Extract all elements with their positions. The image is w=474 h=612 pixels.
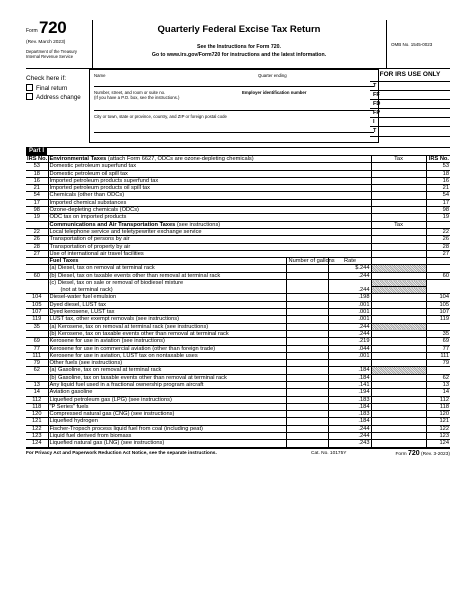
tax-field[interactable] [371,228,426,235]
line-description: Any liquid fuel used in a fractional ownership program aircraft [48,381,287,388]
irs-number: 118 [26,403,48,410]
tax-line-104 [26,294,450,301]
irs-number: 22 [26,228,48,235]
rate-value: .183 [329,411,371,418]
fuel-section [26,258,450,294]
line-description: Aviation gasoline [48,389,287,396]
omb-block [386,20,451,68]
irs-number: 124 [26,440,48,447]
tax-field[interactable] [371,396,426,403]
irs-number: 62 [26,367,48,374]
tax-field[interactable] [371,425,426,432]
irs-number: 104 [26,294,48,301]
street-label: Number, street, and room or suite no. (If you have a P.O. box, see the instructions.) [94,90,180,100]
rate-value: .244 [329,272,371,279]
privacy-notice: For Privacy Act and Paperwork Reduction Act Notice, see the separate instructions. [26,450,217,456]
irs-no-header: IRS No. [27,156,48,162]
irs-number: 21 [26,185,48,192]
rate-value: .184 [329,374,371,381]
irs-number-right: 26 [426,236,450,243]
tax-field[interactable] [371,207,426,214]
irs-row: I [370,117,450,127]
name-field[interactable] [94,86,374,87]
rate-value: .243 [329,440,371,447]
line-description: Liquefied natural gas (LNG) (see instructions) [48,440,287,447]
tax-field[interactable] [371,243,426,250]
irs-number: 122 [26,425,48,432]
tax-line-69 [26,338,450,345]
line-description: Domestic petroleum superfund tax [48,163,371,170]
line-description: Dyed diesel, LUST tax [48,301,287,308]
environmental-heading: Environmental Taxes (attach Form 6627, ODCs are ozone-depleting chemicals) [48,156,371,163]
gallons-field[interactable] [287,323,329,330]
irs-number: 18 [26,170,48,177]
irs-no-header: IRS No. [426,156,450,163]
irs-number: 123 [26,433,48,440]
gallons-field[interactable] [287,381,329,388]
rate-value: .001 [329,309,371,316]
irs-number-right: 17 [426,199,450,206]
gallons-field[interactable] [287,425,329,432]
environmental-header-row [26,156,450,163]
line-description: Domestic petroleum oil spill tax [48,170,371,177]
irs-row: FF [370,90,450,100]
tax-field[interactable] [371,199,426,206]
gallons-field[interactable] [287,403,329,410]
tax-line-13 [26,381,450,388]
irs-number: 17 [26,199,48,206]
tax-line-21 [26,185,450,192]
irs-number-right: 19 [426,214,450,221]
irs-number-right: 121 [426,418,450,425]
gallons-field[interactable] [287,301,329,308]
form-footer [26,448,450,458]
tax-field[interactable] [371,389,426,396]
fuel-line-60b [26,272,450,279]
tax-line-17 [26,199,450,206]
line-description: "P Series" fuels [48,403,287,410]
irs-number: 53 [26,163,48,170]
irs-number-right: 22 [426,228,450,235]
rate-value: .184 [329,418,371,425]
form-number: 720 [39,18,67,37]
tax-field[interactable] [371,374,426,381]
gallons-field[interactable] [287,272,329,279]
fuel-header-row [26,258,450,265]
final-return-checkbox[interactable] [26,84,33,91]
city-field[interactable] [94,132,374,133]
line-description: (not at terminal rack) [48,287,287,294]
irs-number-right: 123 [426,433,450,440]
address-change-checkbox[interactable] [26,93,33,100]
line-description: (a) Gasoline, tax on removal at terminal rack [48,367,287,374]
form-header [26,20,450,69]
line-description: Imported petroleum products superfund tax [48,177,371,184]
form-720-page [26,20,450,458]
line-description: (b) Diesel, tax on taxable events other than removal at terminal rack [48,272,287,279]
tax-line-77 [26,345,450,352]
irs-number-right: 122 [426,425,450,432]
tax-field[interactable] [371,272,426,279]
agency [26,49,92,59]
irs-number-right: 28 [426,243,450,250]
tax-line-105 [26,301,450,308]
irs-number-right: 111 [426,352,450,359]
tax-line-54 [26,192,450,199]
tax-field[interactable] [371,170,426,177]
irs-row: FD [370,99,450,109]
gallons-field[interactable] [287,294,329,301]
irs-use-title: FOR IRS USE ONLY [379,71,441,78]
irs-number-right: 21 [426,185,450,192]
quarter-ending-label: Quarter ending [258,73,287,78]
irs-number: 26 [26,236,48,243]
tax-field[interactable] [371,403,426,410]
line-description: Local telephone service and teletypewriter exchange service [48,228,371,235]
tax-line-107 [26,309,450,316]
tax-field[interactable] [371,236,426,243]
rate-value: .044 [329,345,371,352]
instructions-line-2: Go to www.irs.gov/Form720 for instructions and the latest information. [151,52,327,58]
address-field[interactable] [94,110,374,111]
tax-line-19 [26,214,450,221]
fuel-line-60c [26,280,450,287]
tax-field[interactable] [371,433,426,440]
line-description: Dyed kerosene, LUST tax [48,309,287,316]
gallons-field[interactable] [287,287,329,294]
rate-value [329,360,371,367]
line-description: Transportation of persons by air [48,236,371,243]
tax-line-14 [26,389,450,396]
irs-number: 14 [26,389,48,396]
omb-number: OMB No. 1545-0023 [391,42,433,47]
gallons-field[interactable] [287,309,329,316]
line-description: Diesel-water fuel emulsion [48,294,287,301]
rate-value: .001 [329,352,371,359]
rate-value: .244 [329,425,371,432]
tax-line-26 [26,236,450,243]
rate-value: $.244 [329,265,371,272]
tax-field[interactable] [371,177,426,184]
tax-line-111 [26,352,450,359]
gallons-field[interactable] [287,367,329,374]
irs-number-right: 53 [426,163,450,170]
irs-number-right: 104 [426,294,450,301]
line-description: Kerosene for use in commercial aviation (other than foreign trade) [48,345,287,352]
identification-box [89,69,379,143]
line-description: Chemicals (other than ODCs) [48,192,371,199]
tax-line-123 [26,433,450,440]
line-description: Kerosene for use in aviation, LUST tax on nontaxable uses [48,352,287,359]
irs-number: 119 [26,316,48,323]
tax-line-112 [26,396,450,403]
rate-value: .194 [329,389,371,396]
line-description: Fischer-Tropsch process liquid fuel from coal (including peat) [48,425,287,432]
tax-field[interactable] [371,301,426,308]
tax-line-119 [26,316,450,323]
form-revision: (Rev. March 2023) [26,40,66,45]
gallons-field[interactable] [287,345,329,352]
irs-row: FP [370,108,450,118]
tax-line-18 [26,170,450,177]
irs-number-right: 98 [426,207,450,214]
address-change-label: Address change [36,94,81,101]
irs-number: 60 [26,272,48,279]
final-return-label: Final return [36,85,68,92]
tax-line-122 [26,425,450,432]
check-here-label: Check here if: [26,75,67,82]
communications-header-row [26,221,450,228]
tax-field[interactable] [371,345,426,352]
rate-value: .184 [329,403,371,410]
line-description: Liquid fuel derived from biomass [48,433,287,440]
irs-number: 28 [26,243,48,250]
irs-number: 121 [26,418,48,425]
irs-number: 19 [26,214,48,221]
irs-number-right: 16 [426,177,450,184]
line-description: Imported chemical substances [48,199,371,206]
fuel-62-section [26,367,450,382]
instructions-line-1: See the Instructions for Form 720. [197,44,281,50]
final-return-option[interactable] [26,84,67,92]
tax-header: Tax [371,221,426,228]
form-id-block [26,20,93,68]
irs-number: 35 [26,323,48,330]
tax-line-124 [26,440,450,447]
line-description: (c) Diesel, tax on sale or removal of biodiesel mixture [48,280,287,287]
rate-value: .244 [329,330,371,337]
irs-number: 79 [26,360,48,367]
tax-field[interactable] [371,294,426,301]
communications-section [26,221,450,257]
line-description: Compressed natural gas (CNG) (see instructions) [48,411,287,418]
irs-number-right: 60 [426,272,450,279]
irs-number-right: 14 [426,389,450,396]
tax-line-120 [26,411,450,418]
fuel-line-60c-cont [26,287,450,294]
gallons-field[interactable] [287,418,329,425]
irs-number: 112 [26,396,48,403]
irs-number: 54 [26,192,48,199]
tax-line-22 [26,228,450,235]
fuel-line-62b [26,374,450,381]
irs-number: 69 [26,338,48,345]
gallons-field[interactable] [287,360,329,367]
gallons-field[interactable] [287,411,329,418]
line-description: ODC tax on imported products [48,214,371,221]
line-description: Kerosene for use in aviation (see instructions) [48,338,287,345]
rate-value: .244 [329,433,371,440]
tax-line-28 [26,243,450,250]
irs-number: 105 [26,301,48,308]
rate-value: .001 [329,301,371,308]
tax-header: Tax [371,156,426,163]
title-block [92,20,386,68]
tax-field[interactable] [371,316,426,323]
tax-field[interactable] [371,309,426,316]
irs-number-right: 105 [426,301,450,308]
environmental-section [26,156,450,221]
fuel-rows-a [26,294,450,323]
tax-field[interactable] [371,338,426,345]
rate-value: .244 [329,287,371,294]
tax-field[interactable] [371,330,426,337]
line-description: (a) Diesel, tax on removal at terminal rack [48,265,287,272]
tax-line-53 [26,163,450,170]
gallons-field[interactable] [287,389,329,396]
irs-number: 98 [26,207,48,214]
gallons-field[interactable] [287,352,329,359]
address-change-option[interactable] [26,93,81,101]
irs-number-right: 62 [426,374,450,381]
irs-row: T [370,126,450,137]
tax-line-16 [26,177,450,184]
fuel-line-60a [26,265,450,272]
tax-line-98 [26,207,450,214]
irs-number-right: 69 [426,338,450,345]
irs-number-right: 77 [426,345,450,352]
bureau: Internal Revenue Service [26,54,74,59]
irs-row: T [370,81,450,91]
line-description: Transportation of property by air [48,243,371,250]
irs-number-right: 54 [426,192,450,199]
irs-number-right: 120 [426,411,450,418]
gallons-field[interactable] [287,396,329,403]
line-description: (b) Kerosene, tax on taxable events other than removal at terminal rack [48,330,287,337]
irs-number-right: 13 [426,381,450,388]
form-word: Form [26,28,38,34]
line-description: Other fuels (see instructions) [48,360,287,367]
tax-field[interactable] [371,381,426,388]
ein-label: Employer identification number [242,90,307,95]
fuel-35-section [26,323,450,338]
rate-value: .141 [329,381,371,388]
city-label: City or town, state or province, country, and ZIP or foreign postal code [94,114,227,119]
irs-number-right: 112 [426,396,450,403]
irs-number-right: 18 [426,170,450,177]
line-description: (b) Gasoline, tax on taxable events other than removal at terminal rack [48,374,287,381]
gallons-field[interactable] [287,265,329,272]
fuel-line-35a [26,323,450,330]
irs-number: 111 [26,352,48,359]
name-label: Name [94,73,106,78]
irs-number-right: 124 [426,440,450,447]
tax-line-79 [26,360,450,367]
gallons-field[interactable] [287,338,329,345]
tax-field[interactable] [371,192,426,199]
part-label: Part I [26,148,47,155]
gallons-field[interactable] [287,433,329,440]
rate-value: .183 [329,396,371,403]
tax-field[interactable] [371,411,426,418]
tax-line-118 [26,403,450,410]
catalog-number: Cat. No. 10175Y [311,450,347,456]
gallons-field[interactable] [287,330,329,337]
rate-header: Rate [329,258,371,265]
line-description: Imported petroleum products oil spill tax [48,185,371,192]
tax-line-121 [26,418,450,425]
line-description: LUST tax, other exempt removals (see instructions) [48,316,287,323]
footer-form-id: Form 720 (Rev. 3-2023) [395,449,450,457]
tax-field[interactable] [371,214,426,221]
irs-number-right: 35 [426,330,450,337]
tax-field[interactable] [371,250,426,257]
irs-use-box [370,69,450,141]
fuel-line-35b [26,330,450,337]
tax-field[interactable] [371,185,426,192]
gallons-field[interactable] [287,316,329,323]
department: Department of the Treasury [26,49,77,54]
rate-value: .244 [329,323,371,330]
fuel-heading: Fuel Taxes [48,258,287,265]
line-description: Ozone-depleting chemicals (ODCs) [48,207,371,214]
irs-number: 13 [26,381,48,388]
rate-value: .198 [329,294,371,301]
communications-heading: Communications and Air Transportation Taxes (see instructions) [48,221,371,228]
rate-value: .184 [329,367,371,374]
line-description: Use of international air travel facilities [48,250,371,257]
gallons-field[interactable] [287,374,329,381]
fuel-rows-b [26,338,450,367]
identification-section [26,69,450,147]
rate-value: .001 [329,316,371,323]
fuel-rows-c [26,381,450,447]
tax-field[interactable] [371,163,426,170]
irs-number-right: 118 [426,403,450,410]
line-description: (a) Kerosene, tax on removal at terminal rack (see instructions) [48,323,287,330]
tax-field[interactable] [371,418,426,425]
gallons-field[interactable] [287,440,329,447]
tax-field[interactable] [371,440,426,447]
gallons-header: Number of gallons [288,258,335,265]
irs-number: 120 [26,411,48,418]
irs-number: 77 [26,345,48,352]
part-header [26,147,450,156]
irs-number: 27 [26,250,48,257]
irs-number: 16 [26,177,48,184]
tax-lines-table [26,156,450,448]
tax-line-27 [26,250,450,257]
rate-value: .219 [329,338,371,345]
irs-number-right: 27 [426,250,450,257]
form-title: Quarterly Federal Excise Tax Return [157,24,321,35]
tax-field[interactable] [371,352,426,359]
irs-number: 107 [26,309,48,316]
irs-number-right: 79 [426,360,450,367]
irs-number-right: 119 [426,316,450,323]
tax-field[interactable] [371,360,426,367]
fuel-line-62a [26,367,450,374]
irs-number-right: 107 [426,309,450,316]
line-description: Liquefied hydrogen [48,418,287,425]
line-description: Liquefied petroleum gas (LPG) (see instructions) [48,396,287,403]
